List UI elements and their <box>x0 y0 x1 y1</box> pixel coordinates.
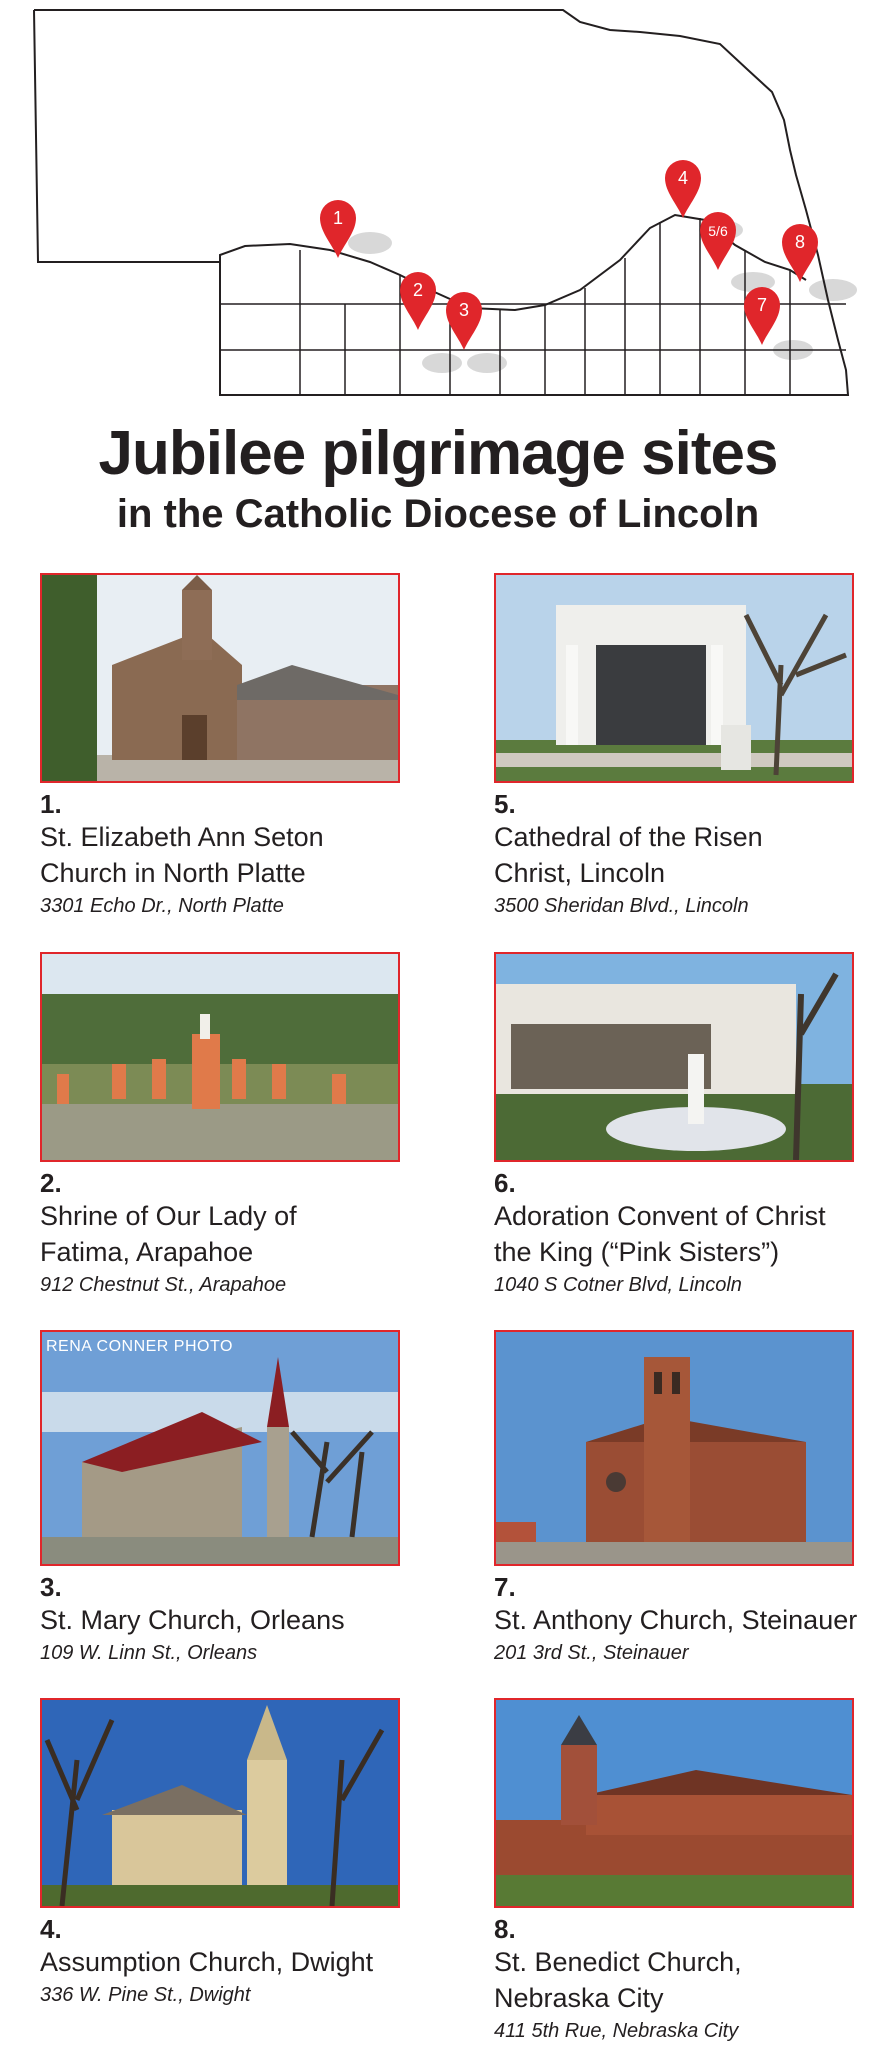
site-name-line: St. Elizabeth Ann Seton <box>40 822 324 852</box>
site-photo <box>40 1330 400 1566</box>
map-marker-label: 4 <box>677 168 689 188</box>
site-name-line: Fatima, Arapahoe <box>40 1237 254 1267</box>
site-name-line: St. Benedict Church, <box>494 1947 742 1977</box>
site-name-line: Church in North Platte <box>40 858 306 888</box>
map-marker-label: 8 <box>794 232 806 252</box>
map-marker-label: 2 <box>412 280 424 300</box>
site-name <box>494 1944 864 2016</box>
site-name <box>494 1602 864 1638</box>
map-marker-8 <box>782 224 818 282</box>
site-address: 201 3rd St., Steinauer <box>494 1642 689 1664</box>
map-marker-label: 1 <box>332 208 344 228</box>
site-name <box>494 819 864 891</box>
map-marker-7 <box>744 287 780 345</box>
site-name-line: Nebraska City <box>494 1983 664 2013</box>
map-marker-label: 5/6 <box>708 223 728 239</box>
site-number: 8. <box>494 1914 516 1944</box>
site-photo <box>494 573 854 783</box>
site-name <box>40 1198 410 1270</box>
site-name <box>40 1944 410 1980</box>
site-address: 3500 Sheridan Blvd., Lincoln <box>494 895 749 917</box>
site-name-line: Adoration Convent of Christ <box>494 1201 826 1231</box>
site-name-line: St. Mary Church, Orleans <box>40 1605 345 1635</box>
site-name <box>40 819 410 891</box>
site-photo <box>494 1330 854 1566</box>
site-photo <box>40 573 400 783</box>
site-address: 3301 Echo Dr., North Platte <box>40 895 284 917</box>
site-number: 7. <box>494 1572 516 1602</box>
map-marker-label: 3 <box>458 300 470 320</box>
site-name-line: Christ, Lincoln <box>494 858 666 888</box>
page-subtitle: in the Catholic Diocese of Lincoln <box>116 492 760 536</box>
site-photo <box>40 952 400 1162</box>
site-name-line: St. Anthony Church, Steinauer <box>494 1605 858 1635</box>
site-number: 5. <box>494 789 516 819</box>
site-name-line: Cathedral of the Risen <box>494 822 763 852</box>
map-marker-label: 7 <box>756 295 768 315</box>
page-title: Jubilee pilgrimage sites <box>98 419 778 488</box>
photo-credit: RENA CONNER PHOTO <box>46 1338 233 1355</box>
site-name-line: Shrine of Our Lady of <box>40 1201 297 1231</box>
site-name <box>494 1198 864 1270</box>
site-address: 411 5th Rue, Nebraska City <box>494 2020 739 2042</box>
site-address: 336 W. Pine St., Dwight <box>40 1984 251 2006</box>
diocese-map <box>0 0 876 405</box>
site-photo <box>494 1698 854 1908</box>
map-marker-4 <box>665 160 701 218</box>
site-number: 6. <box>494 1168 516 1198</box>
site-photo <box>494 952 854 1162</box>
site-number: 3. <box>40 1572 62 1602</box>
site-number: 2. <box>40 1168 62 1198</box>
site-name-line: Assumption Church, Dwight <box>40 1947 374 1977</box>
site-name-line: the King (“Pink Sisters”) <box>494 1237 780 1267</box>
site-address: 912 Chestnut St., Arapahoe <box>40 1274 287 1296</box>
site-name <box>40 1602 410 1638</box>
site-address: 1040 S Cotner Blvd, Lincoln <box>494 1274 742 1296</box>
map-marker-5-6 <box>700 212 736 270</box>
site-photo <box>40 1698 400 1908</box>
site-number: 4. <box>40 1914 62 1944</box>
site-number: 1. <box>40 789 62 819</box>
site-address: 109 W. Linn St., Orleans <box>40 1642 258 1664</box>
map-marker-2 <box>400 272 436 330</box>
map-marker-3 <box>446 292 482 350</box>
